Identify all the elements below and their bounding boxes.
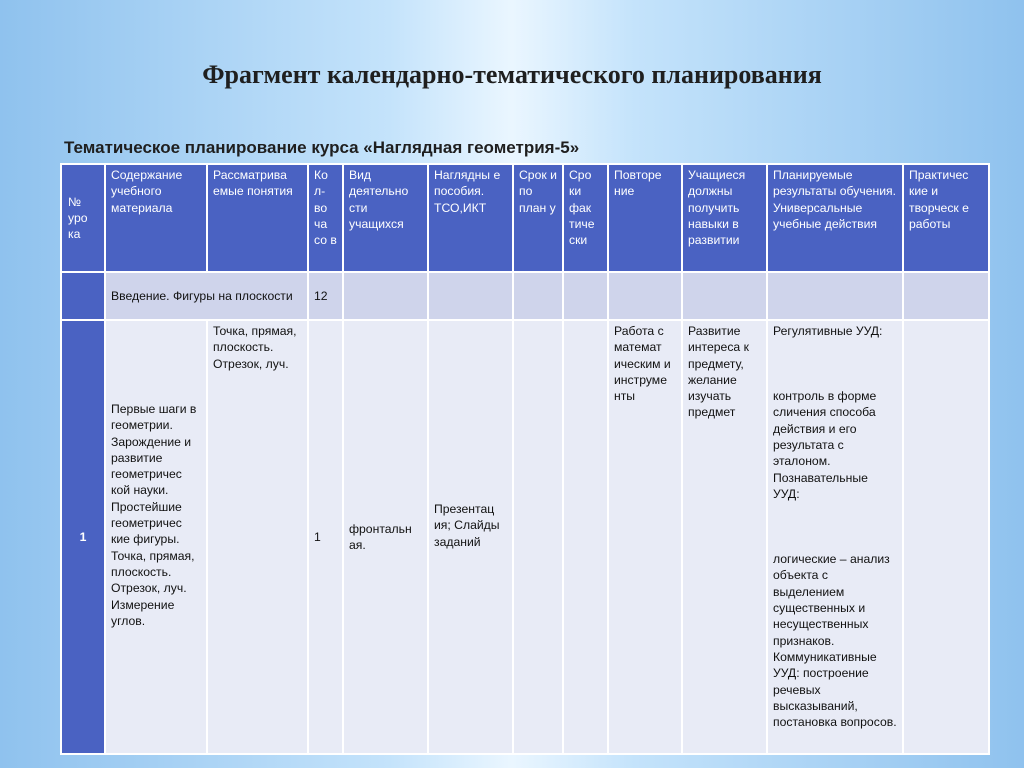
table-cell <box>343 272 428 320</box>
lesson-results-cell: Регулятивные УУД: контроль в форме сличения способа действия и его результата с эталоном. Познавательные УУД: логические – анализ объекта с выделением существенных и несущественных признаков. Коммуникативные УУД: построение речевых высказываний, постановка вопросов. <box>767 320 903 754</box>
header-planned-dates: Срок и по план у <box>513 164 563 272</box>
table-row-intro <box>61 272 989 320</box>
table-cell <box>513 272 563 320</box>
header-actual-dates: Сро ки фак тиче ски <box>563 164 608 272</box>
header-activity: Вид деятельно сти учащихся <box>343 164 428 272</box>
lesson-content-cell: Первые шаги в геометрии. Зарождение и развитие геометричес кой науки. Простейшие геометричес кие фигуры. Точка, прямая, плоскость. Отрезок, луч. Измерение углов. <box>105 320 207 754</box>
header-row <box>61 164 989 272</box>
intro-hours-cell: 12 <box>308 272 343 320</box>
lesson-activity-cell: фронтальн ая. <box>343 320 428 754</box>
header-content: Содержание учебного материала <box>105 164 207 272</box>
table-cell <box>767 272 903 320</box>
lesson-hours-cell: 1 <box>308 320 343 754</box>
header-repetition: Повторе ние <box>608 164 682 272</box>
table-caption: Тематическое планирование курса «Наглядная геометрия-5» <box>64 138 580 157</box>
lesson-actual-dates-cell <box>563 320 608 754</box>
lesson-repetition-cell: Работа с математ ическим и инструме нты <box>608 320 682 754</box>
header-aids: Наглядны е пособия. ТСО,ИКТ <box>428 164 513 272</box>
table-cell <box>682 272 767 320</box>
intro-number-cell <box>61 272 105 320</box>
intro-content-cell: Введение. Фигуры на плоскости <box>105 272 308 320</box>
header-hours: Ко л- во ча со в <box>308 164 343 272</box>
lesson-concepts-cell: Точка, прямая, плоскость. Отрезок, луч. <box>207 320 308 754</box>
lesson-planned-dates-cell <box>513 320 563 754</box>
table-cell <box>428 272 513 320</box>
table-cell <box>903 272 989 320</box>
header-practical-work: Практичес кие и творческ е работы <box>903 164 989 272</box>
lesson-number-cell: 1 <box>61 320 105 754</box>
table-cell <box>608 272 682 320</box>
slide-title: Фрагмент календарно-тематического планирования <box>202 60 822 89</box>
table-row-lesson <box>61 320 989 754</box>
header-concepts: Рассматрива емые понятия <box>207 164 308 272</box>
planning-table <box>60 163 990 755</box>
header-lesson-number: № уро ка <box>61 164 105 272</box>
lesson-aids-cell: Презентац ия; Слайды заданий <box>428 320 513 754</box>
lesson-skills-cell: Развитие интереса к предмету, желание изучать предмет <box>682 320 767 754</box>
header-results: Планируемые результаты обучения. Универсальные учебные действия <box>767 164 903 272</box>
table-cell <box>563 272 608 320</box>
header-skills: Учащиеся должны получить навыки в развитии <box>682 164 767 272</box>
lesson-practical-work-cell <box>903 320 989 754</box>
